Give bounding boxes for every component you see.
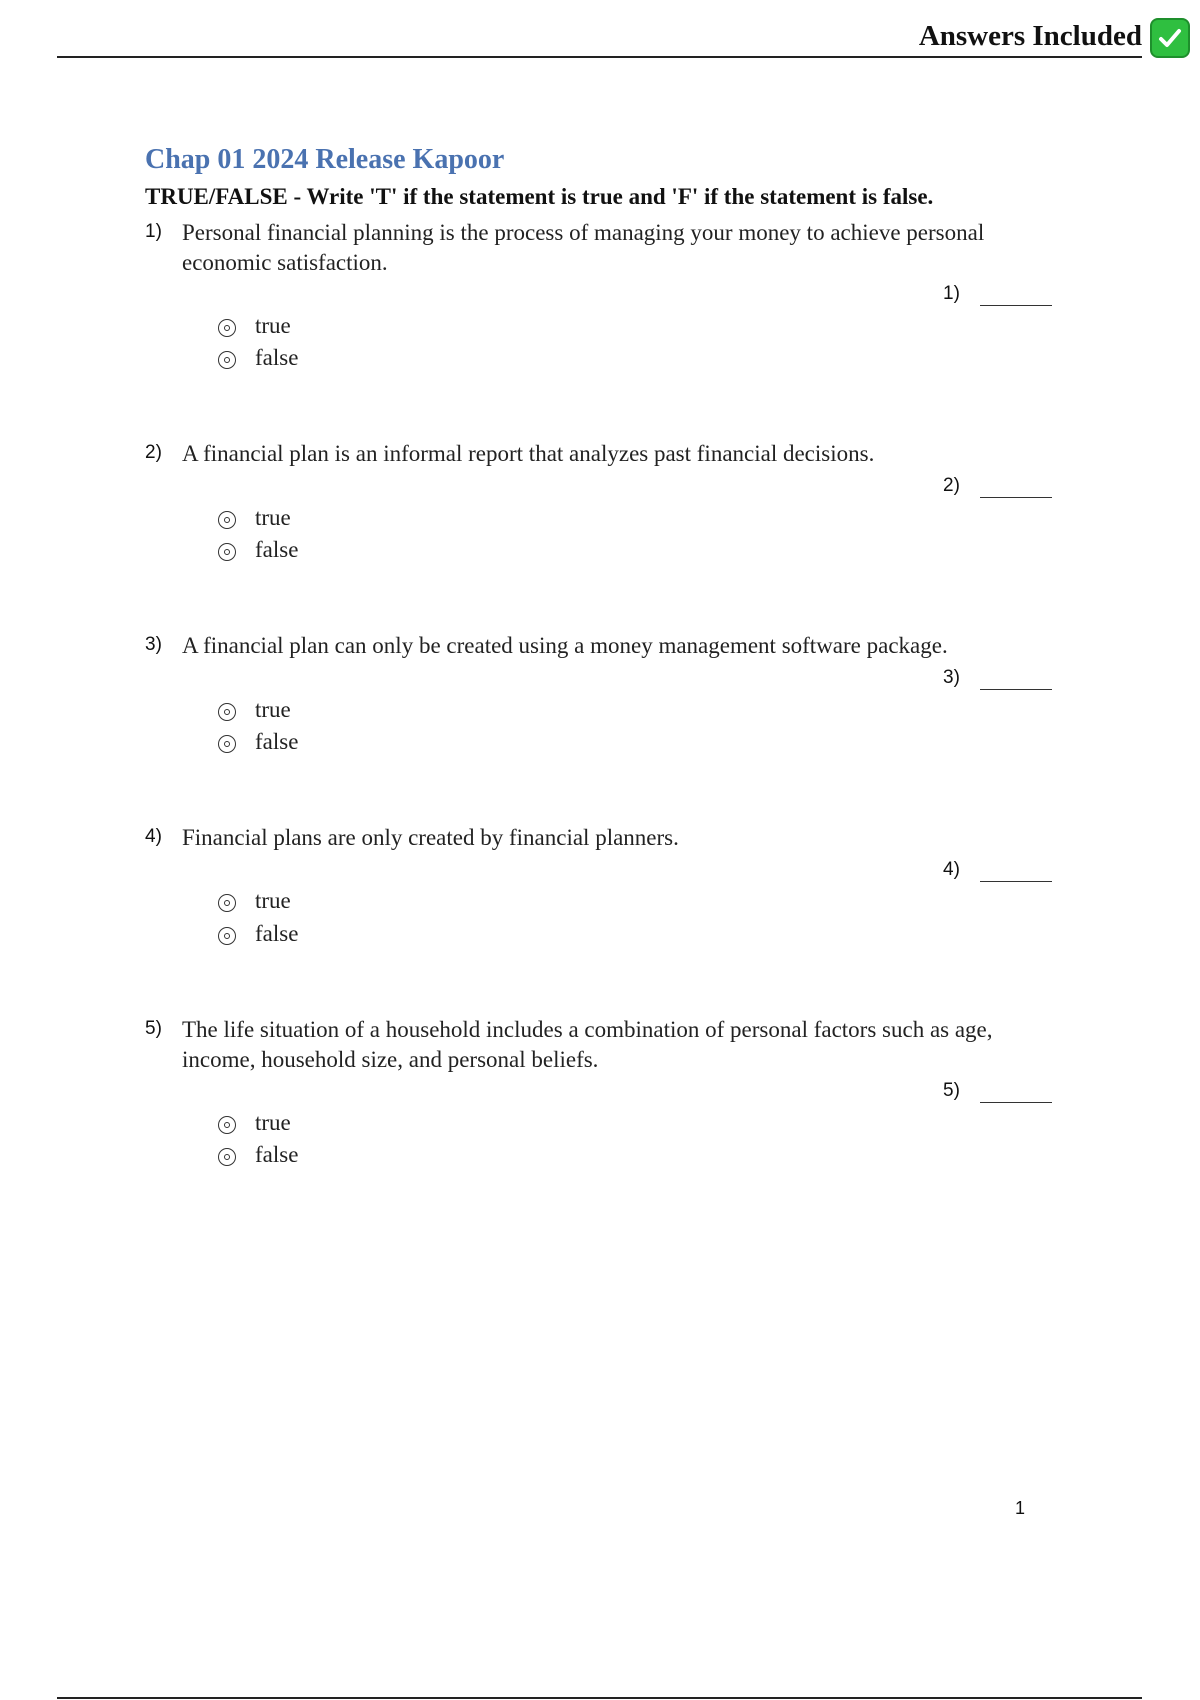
radio-icon[interactable] <box>218 351 236 369</box>
question-number: 5) <box>145 1018 162 1039</box>
radio-icon[interactable] <box>218 703 236 721</box>
check-mark-icon <box>1150 18 1190 58</box>
answer-blank[interactable] <box>980 475 1052 498</box>
question-text: The life situation of a household includes a combination of personal factors such as age, income, household size, and personal beliefs. <box>182 1017 993 1072</box>
radio-icon[interactable] <box>218 511 236 529</box>
answer-blank[interactable] <box>980 859 1052 882</box>
radio-icon[interactable] <box>218 1116 236 1134</box>
instructions: TRUE/FALSE - Write 'T' if the statement is true and 'F' if the statement is false. <box>145 184 934 209</box>
header-label: Answers Included <box>918 20 1142 52</box>
option-label: true <box>255 313 291 338</box>
question-number: 4) <box>145 826 162 847</box>
option-label: false <box>255 921 299 946</box>
option-label: true <box>255 697 291 722</box>
answer-blank[interactable] <box>980 667 1052 690</box>
option-label: false <box>255 537 299 562</box>
option-label: false <box>255 345 299 370</box>
question-number: 2) <box>145 442 162 463</box>
option-label: false <box>255 1142 299 1167</box>
radio-icon[interactable] <box>218 927 236 945</box>
page-number: 1 <box>1015 1498 1026 1518</box>
radio-icon[interactable] <box>218 319 236 337</box>
option-label: true <box>255 505 291 530</box>
footer-divider <box>57 1697 1142 1699</box>
question-number: 3) <box>145 634 162 655</box>
answer-label: 4) <box>943 859 960 880</box>
answer-label: 3) <box>943 667 960 688</box>
option-label: true <box>255 888 291 913</box>
question-number: 1) <box>145 221 162 242</box>
question-text: Personal financial planning is the process of managing your money to achieve personal economic satisfaction. <box>182 220 985 275</box>
header-divider <box>57 56 1142 58</box>
radio-icon[interactable] <box>218 543 236 561</box>
answer-blank[interactable] <box>980 1080 1052 1103</box>
option-label: false <box>255 729 299 754</box>
option-label: true <box>255 1110 291 1135</box>
question-text: A financial plan can only be created using a money management software package. <box>182 633 948 658</box>
answer-label: 2) <box>943 475 960 496</box>
answer-label: 5) <box>943 1080 960 1101</box>
radio-icon[interactable] <box>218 735 236 753</box>
document-title: Chap 01 2024 Release Kapoor <box>145 144 505 175</box>
radio-icon[interactable] <box>218 894 236 912</box>
radio-icon[interactable] <box>218 1148 236 1166</box>
answer-label: 1) <box>943 283 960 304</box>
question-text: Financial plans are only created by financial planners. <box>182 825 679 850</box>
question-text: A financial plan is an informal report that analyzes past financial decisions. <box>182 441 875 466</box>
answer-blank[interactable] <box>980 283 1052 306</box>
